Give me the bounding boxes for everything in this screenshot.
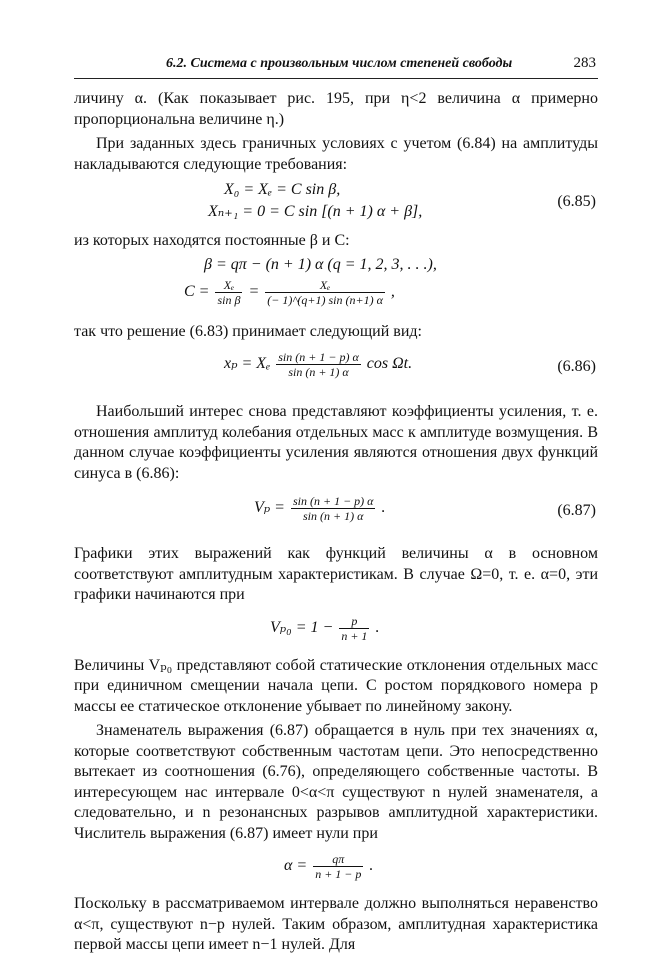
c-fraction-2-numerator: Xₑ [265, 278, 385, 293]
equation-6-86-fraction [276, 350, 361, 379]
running-header [74, 52, 598, 79]
c-fraction-1-denominator: sin β [217, 292, 241, 307]
c-fraction-1-numerator: Xₑ [215, 278, 242, 293]
equation-6-86-numerator: sin (n + 1 − p) α [278, 350, 359, 364]
paragraph-9: Поскольку в рассматриваемом интервале должно выполняться неравенство α<π, существуют n−p нулей. Таким образом, амплитудная характеристика первой массы цепи имеет n−1 нулей. Для [74, 895, 598, 953]
equation-alpha [74, 848, 598, 894]
equation-vp0 [74, 610, 598, 656]
equation-6-86-lhs: xₚ = Xₑ [224, 355, 271, 373]
equation-vp0-tail: . [375, 618, 380, 636]
paragraph-2: При заданных здесь граничных условиях с учетом (6.84) на амплитуды накладываются следующие требования: [74, 135, 598, 173]
beta-equation: β = qπ − (n + 1) α (q = 1, 2, 3, . . .), [204, 255, 437, 273]
equation-6-85-line1: X₀ = Xₑ = C sin β, [224, 181, 341, 198]
equation-alpha-fraction [313, 852, 363, 881]
equation-6-85-line2: Xₙ₊₁ = 0 = C sin [(n + 1) α + β], [208, 203, 423, 220]
c-fraction-2 [265, 278, 385, 307]
c-fraction-2-denominator: (− 1)^(q+1) sin (n+1) α [267, 292, 383, 307]
equation-number-6-85: (6.85) [557, 193, 596, 210]
equation-alpha-body [284, 852, 373, 881]
equation-vp0-body [270, 614, 379, 643]
equation-vp0-denominator: n + 1 [341, 628, 368, 643]
equation-alpha-denominator: n + 1 − p [315, 867, 362, 881]
page [74, 52, 598, 956]
equation-alpha-lhs: α = [284, 857, 308, 875]
equation-number-6-86: (6.86) [557, 358, 596, 375]
equation-6-85 [74, 179, 598, 227]
paragraph-5: Наибольший интерес снова представляют коэффициенты усиления, т. е. отношения амплитуд колебания отдельных масс к амплитуде возмущения. В данном случае коэффициенты усиления являются отношения двух функций синуса в (6.86): [74, 403, 598, 482]
c-lhs: C = [184, 282, 210, 300]
equation-6-87-body [254, 494, 385, 523]
equation-6-87-lhs: Vₚ = [254, 499, 285, 517]
c-equals: = [248, 282, 260, 300]
equation-6-87-denominator: sin (n + 1) α [303, 509, 364, 523]
page-number: 283 [573, 55, 596, 71]
equation-vp0-numerator: p [339, 614, 369, 629]
paragraph-6: Графики этих выражений как функций величины α в основном соответствуют амплитудным характеристикам. В случае Ω=0, т. е. α=0, эти графики начинаются при [74, 545, 598, 603]
c-equation [184, 278, 395, 307]
equation-6-87-numerator: sin (n + 1 − p) α [292, 494, 374, 508]
equation-6-87-fraction [291, 494, 376, 523]
equation-6-87 [74, 490, 598, 536]
c-tail: , [390, 282, 395, 300]
constants-block [74, 252, 598, 318]
paragraph-1: личину α. (Как показывает рис. 195, при η<2 величина α примерно пропорциональна величине η.) [74, 90, 598, 128]
equation-6-86-tail: cos Ωt. [366, 355, 413, 373]
equation-number-6-87: (6.87) [557, 502, 596, 519]
paragraph-7: Величины Vₚ₀ представляют собой статические отклонения отдельных масс при единичном смещении начала цепи. С ростом порядкового номера p массы ее статическое отклонение убывает по линейному закону. [74, 656, 598, 715]
equation-vp0-lhs: Vₚ₀ = 1 − [270, 618, 334, 636]
equation-6-86-body [224, 350, 412, 379]
equation-6-86 [74, 346, 598, 390]
c-fraction-1 [215, 278, 242, 307]
equation-alpha-tail: . [369, 857, 374, 875]
running-title: 6.2. Система с произвольным числом степеней свободы [166, 56, 513, 71]
equation-alpha-numerator: qπ [313, 852, 363, 867]
paragraph-4: так что решение (6.83) принимает следующий вид: [74, 322, 422, 340]
equation-6-87-tail: . [381, 499, 386, 517]
equation-6-86-denominator: sin (n + 1) α [288, 365, 349, 379]
paragraph-8: Знаменатель выражения (6.87) обращается в нуль при тех значениях α, которые соответствуют собственным частотам цепи. Это непосредственно вытекает из соотношения (6.76), определяющего собственные частоты. В интересующем нас интервале 0<α<π существуют n нулей знаменателя, а следовательно, и n резонансных разрывов амплитудной характеристики. Числитель выражения (6.87) имеет нули при [74, 722, 598, 842]
paragraph-3: из которых находятся постоянные β и C: [74, 232, 350, 249]
equation-vp0-fraction [339, 614, 369, 643]
